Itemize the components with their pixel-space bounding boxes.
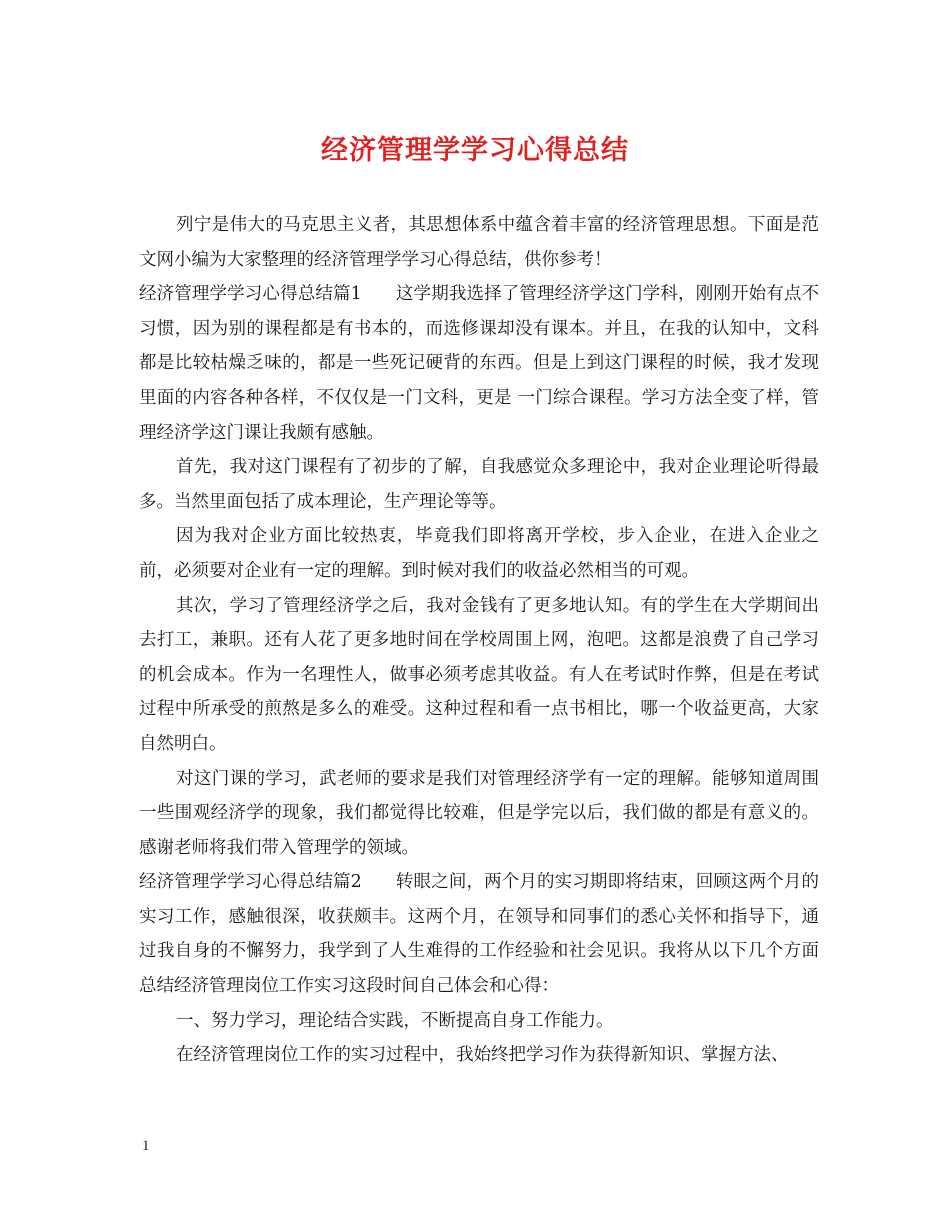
subheading-paragraph: 一、努力学习，理论结合实践，不断提高自身工作能力。 — [176, 1010, 614, 1031]
body-paragraph: 对这门课的学习，武老师的要求是我们对管理经济学有一定的理解。能够知道周围一些围观经济学的现象，我们都觉得比较难，但是学完以后，我们做的都是有意义的。感谢老师将我们带入管理学的领域。 — [139, 768, 819, 858]
section-1-paragraph — [139, 277, 819, 450]
section-2-text: 转眼之间，两个月的实习期即将结束，回顾这两个月的实习工作，感触很深，收获颇丰。这两个月，在领导和同事们的悉心关怀和指导下，通过我自身的不懈努力，我学到了人生难得的工作经验和社会见识。我将从以下几个方面总结经济管理岗位工作实习这段时间自己体会和心得： — [139, 872, 819, 997]
body-paragraph: 其次，学习了管理经济学之后，我对金钱有了更多地认知。有的学生在大学期间出去打工，兼职。还有人花了更多地时间在学校周围上网，泡吧。这都是浪费了自己学习的机会成本。作为一名理性人，做事必须考虑其收益。有人在考试时作弊，但是在考试过程中所承受的煎熬是多么的难受。这种过程和看一点书相比，哪一个收益更高，大家自然明白。 — [139, 595, 819, 754]
section-2-heading: 经济管理学学习心得总结篇2 — [139, 872, 362, 893]
document-title: 经济管理学学习心得总结 — [321, 135, 629, 166]
document-body — [139, 208, 819, 1073]
body-paragraph: 首先，我对这门课程有了初步的了解，自我感觉众多理论中，我对企业理论听得最多。当然里面包括了成本理论，生产理论等等。 — [139, 457, 819, 512]
body-paragraph: 在经济管理岗位工作的实习过程中，我始终把学习作为获得新知识、掌握方法、 — [176, 1045, 789, 1066]
section-1-text: 这学期我选择了管理经济学这门学科，刚刚开始有点不习惯，因为别的课程都是有书本的，而选修课却没有课本。并且，在我的认知中，文科都是比较枯燥乏味的，都是一些死记硬背的东西。但是上到这门课程的时候，我才发现里面的内容各种各样，不仅仅是一门文科，更是 一门综合课程。学习方法全变了样，管理经济学这门课让我颇有感触。 — [139, 284, 819, 443]
page-number: 1 — [142, 1138, 150, 1154]
intro-paragraph: 列宁是伟大的马克思主义者，其思想体系中蕴含着丰富的经济管理思想。下面是范文网小编为大家整理的经济管理学学习心得总结，供你参考！ — [139, 215, 819, 270]
section-2-paragraph — [139, 865, 819, 1003]
body-paragraph: 因为我对企业方面比较热衷，毕竟我们即将离开学校，步入企业，在进入企业之前，必须要对企业有一定的理解。到时候对我们的收益必然相当的可观。 — [139, 526, 819, 581]
section-1-heading: 经济管理学学习心得总结篇1 — [139, 284, 362, 305]
